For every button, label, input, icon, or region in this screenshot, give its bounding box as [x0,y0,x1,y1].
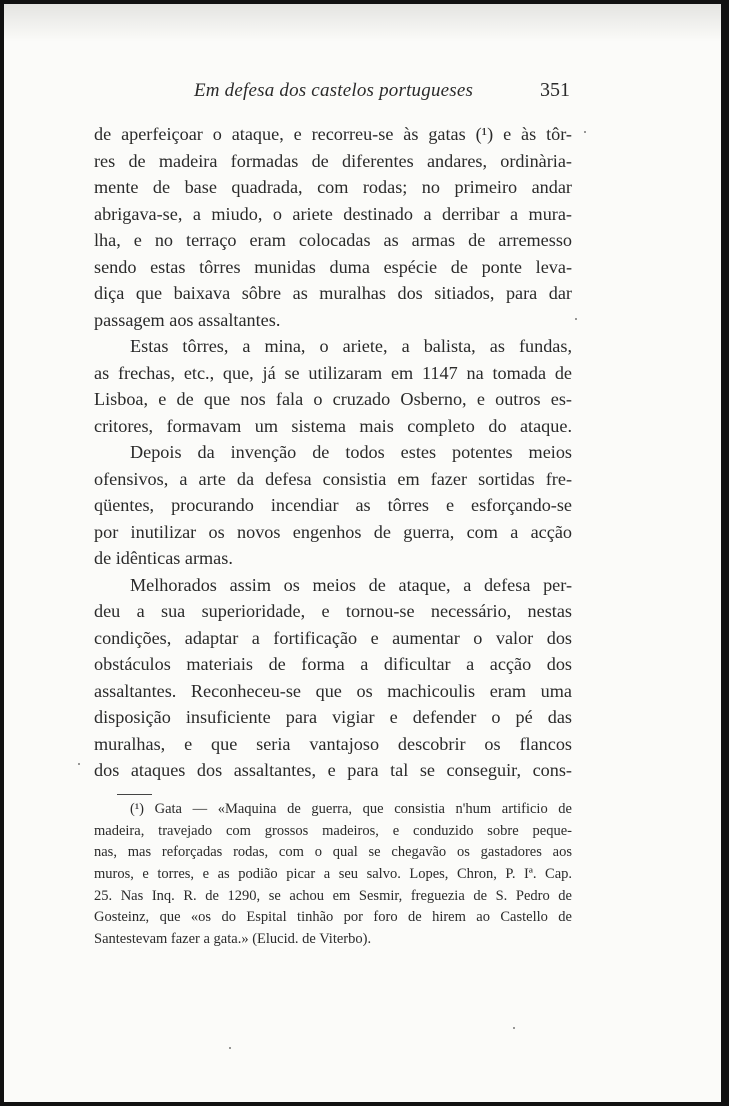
text-line: qüentes, procurando incendiar as tôrres e esforçando-se [94,495,572,515]
scan-speck [575,318,577,320]
scan-speck [513,1027,515,1029]
text-line: Melhorados assim os meios de ataque, a defesa per- [130,574,572,595]
text-line: sendo estas tôrres munidas duma espécie de ponte leva- [94,256,572,277]
running-title: Em defesa dos castelos portugueses [194,80,474,101]
footnote-line: (¹) Gata — «Maquina de guerra, que consistia n'hum artificio de [130,801,572,817]
footnote-line: nas, mas reforçadas rodas, com o qual se chegavão os gastadores aos [94,844,572,861]
text-line: muralhas, e que seria vantajoso descobrir os flancos [94,733,572,754]
text-line: Estas tôrres, a mina, o ariete, a balista, as fundas, [130,336,572,356]
scan-border-right [721,0,729,1106]
text-line: de aperfeiçoar o ataque, e recorreu-se às gatas (¹) e às tôr- [94,124,572,144]
text-line: diça que baixava sôbre as muralhas dos sitiados, para dar [94,283,572,303]
text-line: disposição insuficiente para vigiar e defender o pé das [94,707,572,727]
text-line: dos ataques dos assaltantes, e para tal se conseguir, cons- [94,760,572,780]
text-line: lha, e no terraço eram colocadas as armas de arremesso [94,230,572,250]
scan-speck [78,763,80,765]
text-line: as frechas, etc., que, já se utilizaram em 1147 na tomada de [94,362,572,383]
footnote-line: Santestevam fazer a gata.» (Elucid. de Viterbo). [94,931,372,948]
page-header [94,80,572,104]
text-line: condições, adaptar a fortificação e aumentar o valor dos [94,627,572,648]
scan-shadow [4,4,721,42]
text-line: obstáculos materiais de forma a dificultar a acção dos [94,654,572,674]
footnote-line: muros, e torres, e as podião picar a seu salvo. Lopes, Chron, P. Iª. Cap. [94,866,572,883]
text-line: por inutilizar os novos engenhos de guerra, com a acção [94,521,572,542]
footnote-line: Gosteinz, que «os do Espital tinhão por foro de hirem ao Castello de [94,909,572,926]
footnote-line: 25. Nas Inq. R. de 1290, se achou em Sesmir, freguezia de S. Pedro de [94,887,572,904]
scan-speck [229,1047,231,1049]
footnote-block [94,799,572,951]
text-line: res de madeira formadas de diferentes andares, ordinària- [94,150,572,171]
scan-border-bottom [0,1102,729,1106]
footnote-line: madeira, travejado com grossos madeiros, e conduzido sobre peque- [94,822,572,839]
scan-border-left [0,0,4,1106]
text-line: abrigava-se, a miudo, o ariete destinado a derribar a mura- [94,203,572,224]
text-line: de idênticas armas. [94,548,233,568]
text-line: critores, formavam um sistema mais completo do ataque. [94,415,572,436]
text-line: mente de base quadrada, com rodas; no primeiro andar [94,177,572,197]
footnote-rule [117,794,152,795]
text-line: assaltantes. Reconheceu-se que os machicoulis eram uma [94,680,572,701]
body-text [94,121,572,784]
text-line: passagem aos assaltantes. [94,309,281,330]
text-line: Lisboa, e de que nos fala o cruzado Osberno, e outros es- [94,389,572,409]
text-line: ofensivos, a arte da defesa consistia em fazer sortidas fre- [94,468,572,489]
scan-speck [584,131,586,133]
text-line: Depois da invenção de todos estes potentes meios [130,442,572,462]
page-number: 351 [540,79,570,101]
text-line: deu a sua superioridade, e tornou-se necessário, nestas [94,601,572,621]
scan-border-top [0,0,729,4]
